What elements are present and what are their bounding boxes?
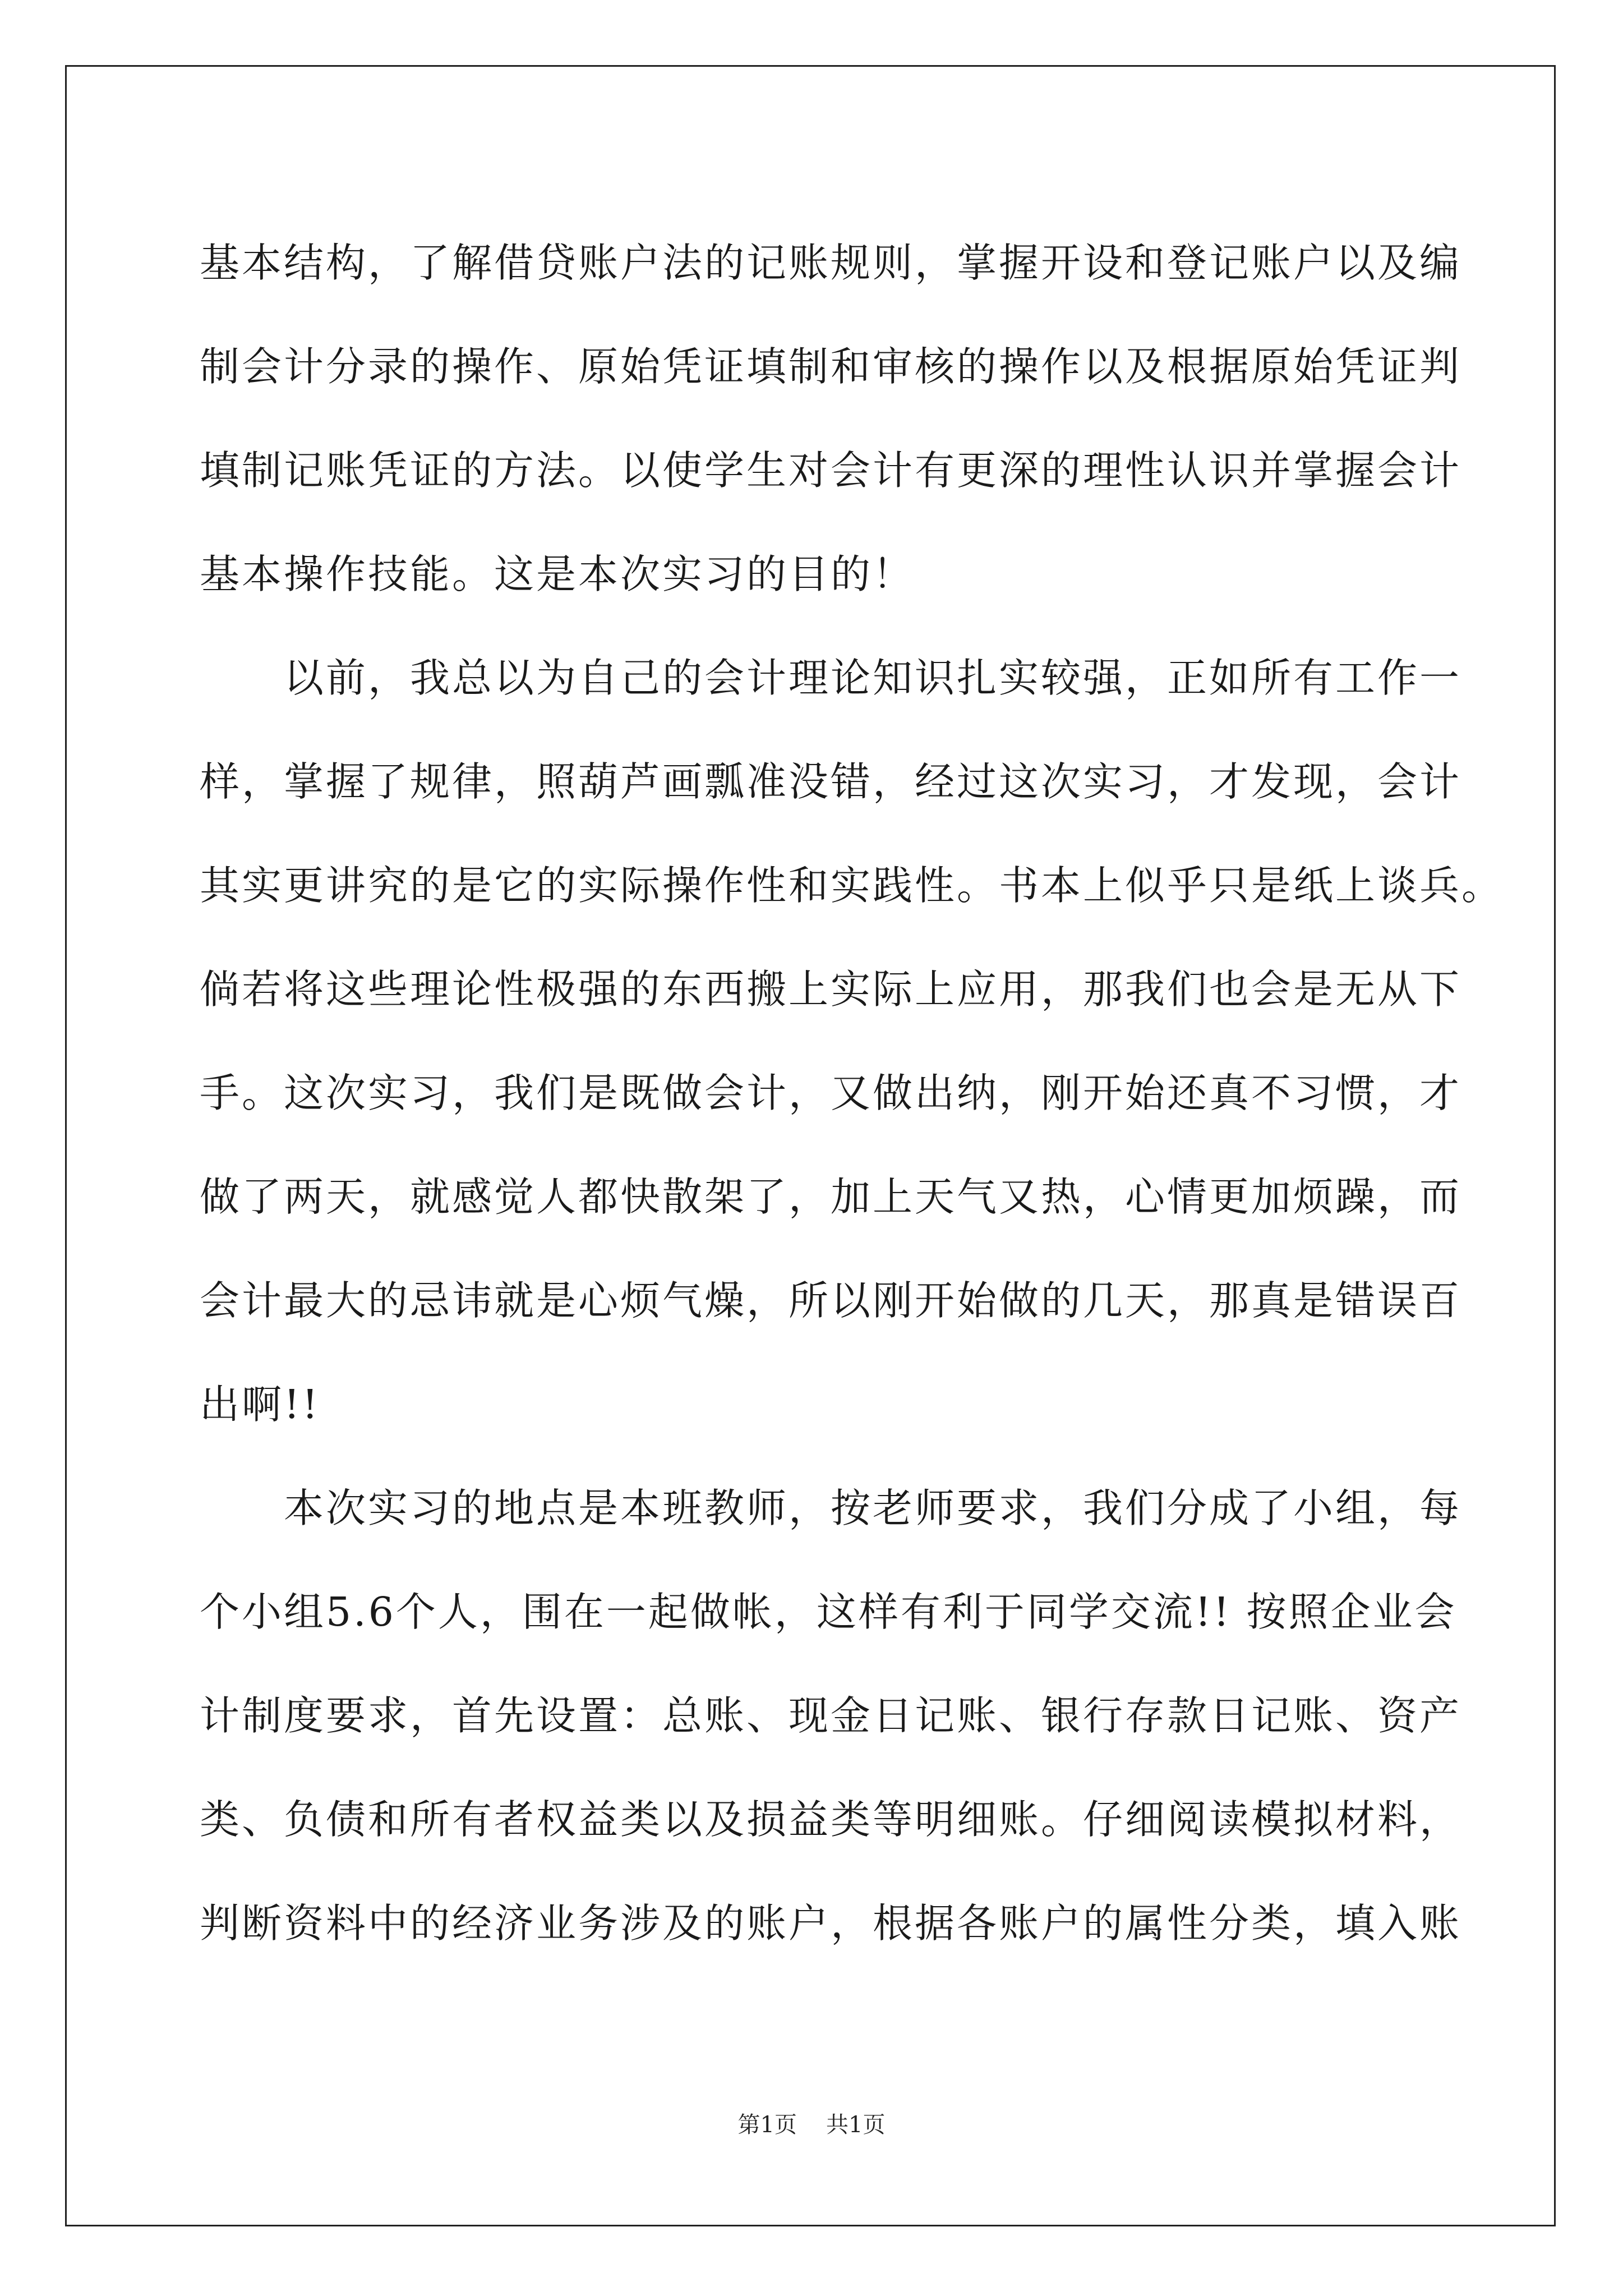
text-line: 倘若将这些理论性极强的东西搬上实际上应用，那我们也会是无从下 — [200, 966, 1462, 1013]
text-line: 以前，我总以为自己的会计理论知识扎实较强，正如所有工作一 — [200, 655, 1462, 701]
text-line: 样，掌握了规律，照葫芦画瓢准没错，经过这次实习，才发现，会计 — [200, 758, 1462, 805]
text-line: 基本结构，了解借贷账户法的记账规则，掌握开设和登记账户以及编 — [200, 240, 1462, 286]
page-total: 共1页 — [826, 2112, 886, 2138]
text-line: 基本操作技能。这是本次实习的目的！ — [200, 551, 915, 597]
text-line: 做了两天，就感觉人都快散架了，加上天气又热，心情更加烦躁，而 — [200, 1174, 1462, 1220]
text-line: 判断资料中的经济业务涉及的账户，根据各账户的属性分类，填入账 — [200, 1900, 1462, 1947]
text-line: 类、负债和所有者权益类以及损益类等明细账。仔细阅读模拟材料， — [200, 1796, 1462, 1843]
text-line: 个小组5.6个人，围在一起做帐，这样有利于同学交流!! 按照企业会 — [200, 1589, 1457, 1635]
text-line: 填制记账凭证的方法。以使学生对会计有更深的理性认识并掌握会计 — [200, 447, 1462, 494]
document-body — [200, 211, 1504, 1975]
text-line: 手。这次实习，我们是既做会计，又做出纳，刚开始还真不习惯，才 — [200, 1070, 1462, 1116]
page-number: 第1页 — [737, 2112, 797, 2138]
text-line: 本次实习的地点是本班教师，按老师要求，我们分成了小组，每 — [200, 1485, 1462, 1531]
page-footer — [0, 2108, 1623, 2142]
text-line: 会计最大的忌讳就是心烦气燥，所以刚开始做的几天，那真是错误百 — [200, 1277, 1462, 1324]
text-line: 计制度要求，首先设置：总账、现金日记账、银行存款日记账、资产 — [200, 1692, 1462, 1739]
text-line: 其实更讲究的是它的实际操作性和实践性。书本上似乎只是纸上谈兵。 — [200, 862, 1504, 909]
text-line: 出啊!! — [200, 1381, 321, 1428]
text-line: 制会计分录的操作、原始凭证填制和审核的操作以及根据原始凭证判 — [200, 343, 1462, 390]
